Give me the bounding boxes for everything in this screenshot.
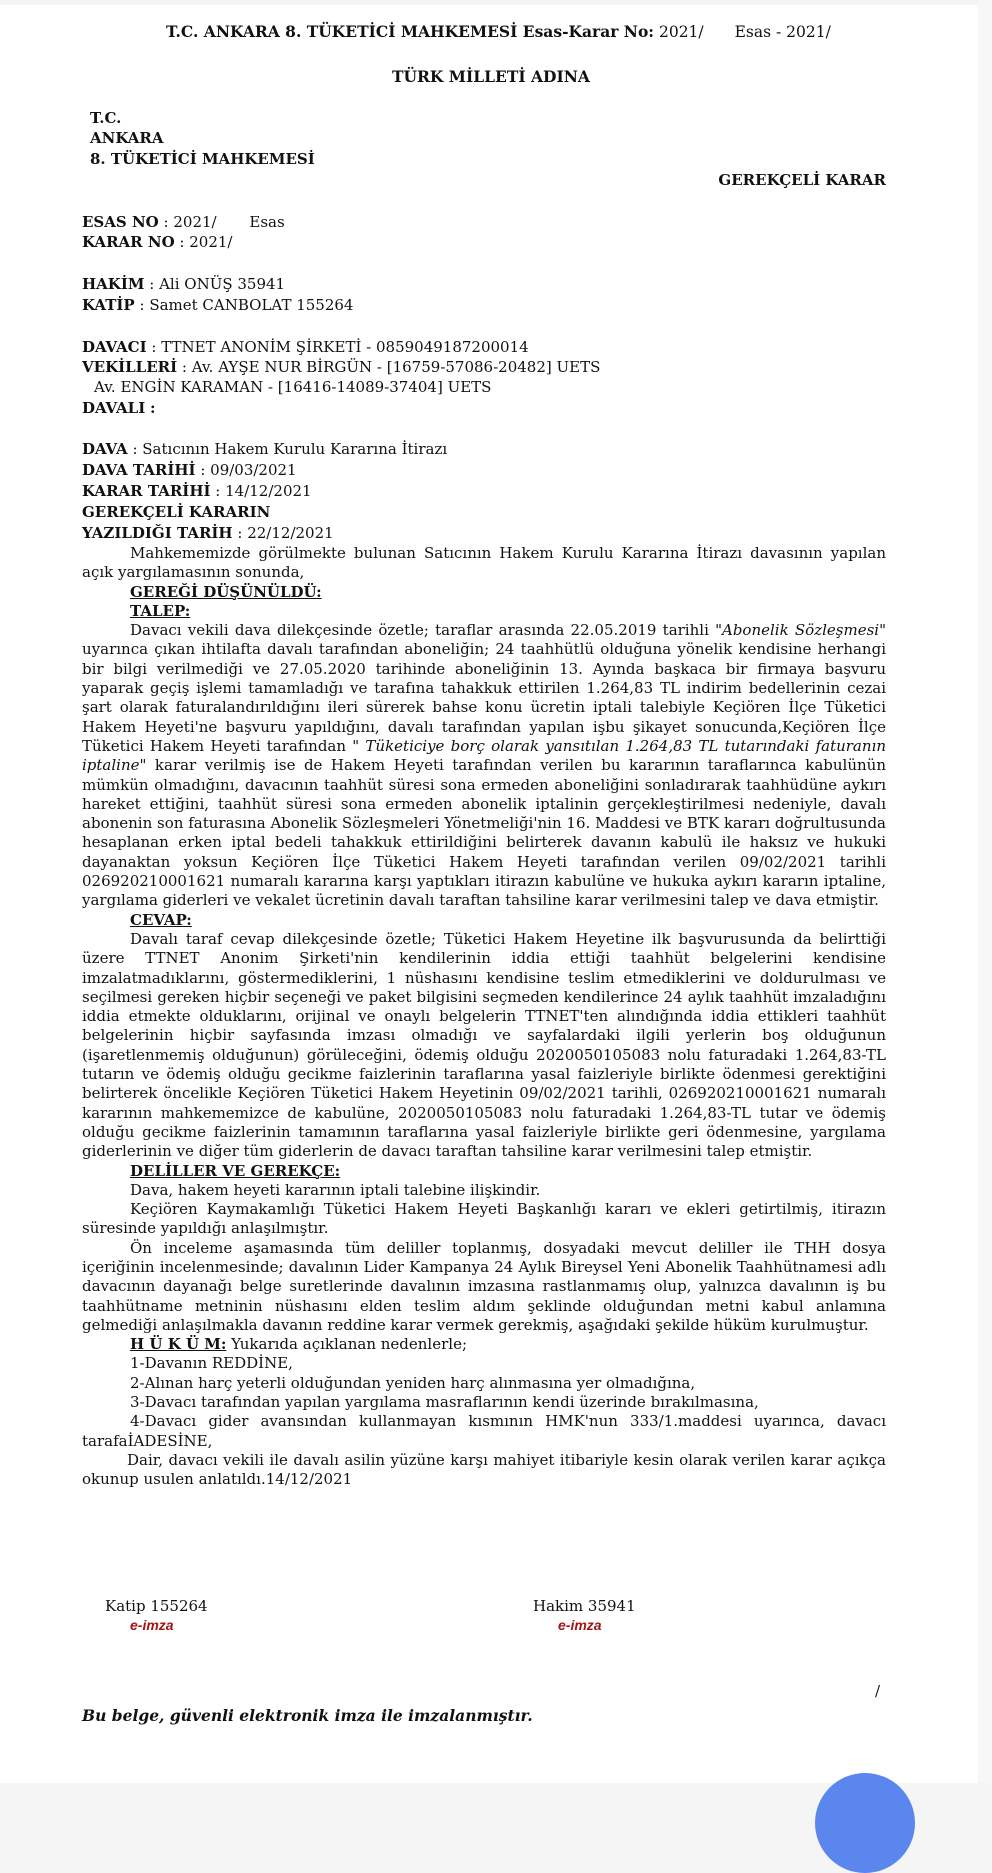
hakim-label: HAKİM (82, 275, 145, 293)
cevap-paragraph: Davalı taraf cevap dilekçesinde özetle; Tüketici Hakem Heyetine ilk başvurusunda da belirttiği üzere TTNET Anonim Şirketi'nin kendilerinin iddia ettiği taahhüt belgelerini kendisine imzalatmadıklarını, göstermediklerini, 1 nüshasını kendisine teslim etmediklerini ve doldurulması ve seçilmesi gereken hiçbir seçeneği ve paket bilgisini seçmeden kendilerince 24 aylık taahhüt imzaladığını iddia etmekte olduklarını, orijinal ve onaylı belgelerin TTNET'ten alındığında iddia ettikleri taahhüt belgelerinin hiçbir sayfasında imzası olmadığı ve sayfalardaki ilgili yerlerin boş olduğunun (işaretlenmemiş olduğunun) görüleceğini, ödemiş olduğu 2020050105083 nolu faturadaki 1.264,83-TL tutarın ve ödemiş olduğu gecikme faizlerinin taraflarına yasal faizleriyle birlikte ödenmesi gerektiğini belirterek öncelikle Keçiören Tüketici Hakem Heyetinin 09/02/2021 tarihli, 026920210001621 numaralı kararının mahkememizce de kabulüne, 2020050105083 nolu faturadaki 1.264,83-TL tutar ve ödemiş olduğu gecikme faizlerinin tamamının taraflarına yasal faizleriyle birlikte geri ödenmesine, yargılama giderlerinin ve diğer tüm giderlerin de davacı taraftan tahsiline karar verilmesini talep etmiştir. (82, 929, 886, 1161)
vekil-2: Av. ENGİN KARAMAN - [16416-14089-37404] UETS (94, 378, 492, 396)
talep-paragraph (82, 621, 886, 910)
court-header-no: 2021/ (658, 23, 704, 41)
dava-tarihi-label: DAVA TARİHİ (82, 461, 196, 479)
court-header-line (166, 22, 831, 41)
gerekgi-heading-text: GEREĞİ DÜŞÜNÜLDÜ: (130, 582, 322, 601)
deliller-heading-text: DELİLLER VE GEREKÇE: (130, 1161, 341, 1180)
esas-no-suffix: Esas (249, 213, 285, 231)
court-name: 8. TÜKETİCİ MAHKEMESİ (90, 150, 315, 168)
decision-type: GEREKÇELİ KARAR (718, 171, 886, 189)
gerekceli-value: : 22/12/2021 (237, 524, 334, 542)
karar-no-row (82, 233, 232, 252)
dava-value: : Satıcının Hakem Kurulu Kararına İtirazı (132, 440, 448, 458)
talep-text-3: karar verilmiş ise de Hakem Heyeti tarafından verilen bu kararının taraflarınca kabulünün mümkün olmadığını, davacının taahhüt süresi sona ermeden aboneliğini sonladırarak taahhüdüne aykırı hareket ettiğini, taahhüt süresi sona ermeden abonelik iptalinin gerçekleştirilmesi nedeniyle, davalı abonenin son faturasına Abonelik Sözleşmeleri Yönetmeliği'nin 16. Maddesi ve BTK kararı doğrultusunda hesaplanan erken iptal bedeli tahakkuk ettirildiğini belirterek davanın kabulü ile haksız ve hukuki dayanaktan yoksun Keçiören İlçe Tüketici Hakem Heyeti tarafından verilen 09/02/2021 tarihli 026920210001621 numaralı kararına karşı yaptıkları itirazın kabulüne ve hukuka aykırı kararın iptaline, yargılama giderleri ve vekalet ücretinin davalı taraftan tahsiline karar verilmesini talep ve dava etmiştir. (82, 756, 886, 910)
karar-no-value: : 2021/ (179, 233, 233, 251)
davaci-row (82, 338, 529, 357)
court-city: ANKARA (90, 129, 164, 147)
talep-text-2: uyarınca çıkan ihtilafta davalı tarafından aboneliğin; 24 taahhütlü olduğuna yönelik kendisine herhangi bir bilgi verilmediği ve 27.05.2020 tarihinde aboneliğinin 13. Ayında başkaca bir firmaya başvuru yaparak geçiş işlemi tamamladığı ve tarafına tahakkuk ettirilen 1.264,83 TL indirim bedellerinin cezai şart olarak faturalandırıldığını ileri sürerek bahse konu ücretin iptali talebiyle Keçiören İlçe Tüketici Hakem Heyeti'ne başvuru yapıldığını, davalı tarafından yapılan işbu şikayet sonucunda,Keçiören İlçe Tüketici Hakem Heyeti tarafından (82, 640, 886, 755)
hakim-row (82, 275, 285, 294)
gerekceli-label-1: GEREKÇELİ KARARIN (82, 503, 271, 521)
dava-row (82, 440, 447, 459)
karar-tarihi-label: KARAR TARİHİ (82, 482, 211, 500)
hukum-intro: Yukarıda açıklanan nedenlerle; (226, 1335, 467, 1354)
e-signature-note: Bu belge, güvenli elektronik imza ile imzalanmıştır. (82, 1706, 533, 1725)
nation-title: TÜRK MİLLETİ ADINA (392, 67, 590, 86)
katip-value: : Samet CANBOLAT 155264 (139, 296, 354, 314)
hakim-signature: Hakim 35941 (533, 1597, 636, 1615)
esas-no-value: : 2021/ (163, 213, 217, 231)
davaci-value: : TTNET ANONİM ŞİRKETİ - 0859049187200014 (151, 338, 529, 356)
court-tc: T.C. (90, 109, 122, 127)
cevap-heading (82, 911, 886, 930)
gerekceli-label-2: YAZILDIĞI TARİH (82, 524, 233, 542)
hukum-item-4: 4-Davacı gider avansından kullanmayan kısmının HMK'nun 333/1.maddesi uyarınca, davacı tarafaİADESİNE, (82, 1412, 886, 1450)
karar-tarihi-row (82, 482, 312, 501)
floating-action-button[interactable] (815, 1773, 915, 1873)
karar-tarihi-value: : 14/12/2021 (215, 482, 312, 500)
court-header-esas: Esas - 2021/ (734, 23, 831, 41)
dava-tarihi-value: : 09/03/2021 (200, 461, 297, 479)
katip-e-imza: e-imza (130, 1617, 174, 1633)
court-header-bold: T.C. ANKARA 8. TÜKETİCİ MAHKEMESİ Esas-Karar No: (166, 22, 655, 41)
talep-text-1: Davacı vekili dava dilekçesinde özetle; taraflar arasında 22.05.2019 tarihli (130, 621, 716, 640)
vekilleri-row (82, 358, 600, 377)
hukum-item-3: 3-Davacı tarafından yapılan yargılama masraflarının kendi üzerinde bırakılmasına, (130, 1393, 759, 1412)
dava-label: DAVA (82, 440, 128, 458)
deliller-paragraph-3: Ön inceleme aşamasında tüm deliller toplanmış, dosyadaki mevcut deliller ile THH dosya içeriğinin incelenmesinde; davalının Lider Kampanya 24 Aylık Bireysel Yeni Abonelik Taahhütnamesi adlı davacının dayanağı belge suretlerinde davalının imzasına rastlanmamış olup, yalnızca davalının iş bu taahhütname metninin nüshasını elden teslim aldım şeklinde olduğundan metni kabul anlamına gelmediği anlaşılmakla davanın reddine karar vermek gerekmiş, aşağıdaki şekilde hüküm kurulmuştur. (82, 1238, 886, 1334)
karar-no-label: KARAR NO (82, 233, 175, 251)
decision-body (82, 544, 886, 1490)
davali-value: : (150, 399, 156, 417)
deliller-paragraph-1: Dava, hakem heyeti kararının iptali talebine ilişkindir. (130, 1180, 541, 1199)
talep-italic-1: "Abonelik Sözleşmesi" (715, 621, 886, 640)
katip-row (82, 296, 353, 315)
katip-label: KATİP (82, 296, 135, 314)
cevap-heading-text: CEVAP: (130, 910, 192, 929)
talep-heading (82, 602, 886, 621)
davali-row (82, 399, 156, 418)
talep-heading-text: TALEP: (130, 601, 191, 620)
hakim-value: : Ali ONÜŞ 35941 (149, 275, 286, 293)
gerekceli-row (82, 524, 334, 543)
katip-signature: Katip 155264 (105, 1597, 208, 1615)
hukum-line (82, 1335, 886, 1354)
vekilleri-label: VEKİLLERİ (82, 358, 178, 376)
scrollbar-track[interactable] (978, 0, 992, 1783)
closing-paragraph: Dair, davacı vekili ile davalı asilin yüzüne karşı mahiyet itibariyle kesin olarak verilen karar açıkça okunup usulen anlatıldı.14/12/2021 (82, 1450, 886, 1489)
hukum-item-1: 1-Davanın REDDİNE, (130, 1354, 293, 1373)
vekil-1: : Av. AYŞE NUR BİRGÜN - [16759-57086-20482] UETS (181, 358, 601, 376)
hakim-e-imza: e-imza (558, 1617, 602, 1633)
esas-no-label: ESAS NO (82, 213, 159, 231)
dava-tarihi-row (82, 461, 297, 480)
page-slash: / (875, 1682, 881, 1700)
talep-italic-2: " Tüketiciye borç olarak yansıtılan 1.264,83 TL tutarındaki faturanın iptaline" (82, 736, 886, 775)
hukum-item-2: 2-Alınan harç yeterli olduğundan yeniden harç alınmasına yer olmadığına, (130, 1373, 696, 1392)
davali-label: DAVALI (82, 399, 146, 417)
esas-no-row (82, 213, 285, 232)
davaci-label: DAVACI (82, 338, 147, 356)
deliller-paragraph-2: Keçiören Kaymakamlığı Tüketici Hakem Heyeti Başkanlığı kararı ve ekleri getirtilmiş, itirazın süresinde yapıldığı anlaşılmıştır. (82, 1200, 886, 1238)
intro-paragraph: Mahkememizde görülmekte bulunan Satıcının Hakem Kurulu Kararına İtirazı davasının yapılan açık yargılamasının sonunda, (82, 544, 886, 582)
deliller-heading (82, 1162, 886, 1181)
gerekgi-heading (82, 583, 886, 602)
hukum-heading: H Ü K Ü M: (130, 1335, 227, 1354)
